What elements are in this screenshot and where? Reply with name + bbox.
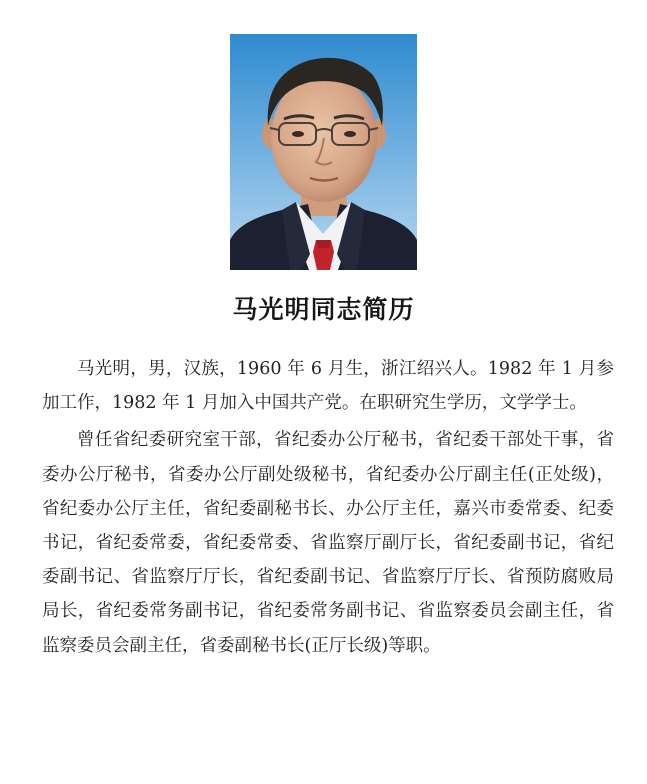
bio-paragraph-career: 曾任省纪委研究室干部，省纪委办公厅秘书，省纪委干部处干事，省委办公厅秘书，省委办公厅副处级秘书，省纪委办公厅副主任(正处级)，省纪委办公厅主任，省纪委副秘书长、办公厅主任，嘉兴市委常委、纪委书记，省纪委常委，省纪委常委、省监察厅副厅长，省纪委副书记，省纪委副书记、省监察厅厅长，省纪委副书记、省监察厅厅长、省预防腐败局局长，省纪委常务副书记，省纪委常务副书记、省监察委员会副主任，省监察委员会副主任，省委副秘书长(正厅长级)等职。 [42, 430, 614, 656]
portrait-photo [230, 34, 417, 270]
biography-text [42, 352, 614, 666]
page-title: 马光明同志简历 [232, 295, 415, 324]
bio-paragraph-personal: 马光明，男，汉族，1960 年 6 月生，浙江绍兴人。1982 年 1 月参加工作，1982 年 1 月加入中国共产党。在职研究生学历，文学学士。 [42, 359, 614, 414]
portrait-illustration [230, 34, 417, 270]
